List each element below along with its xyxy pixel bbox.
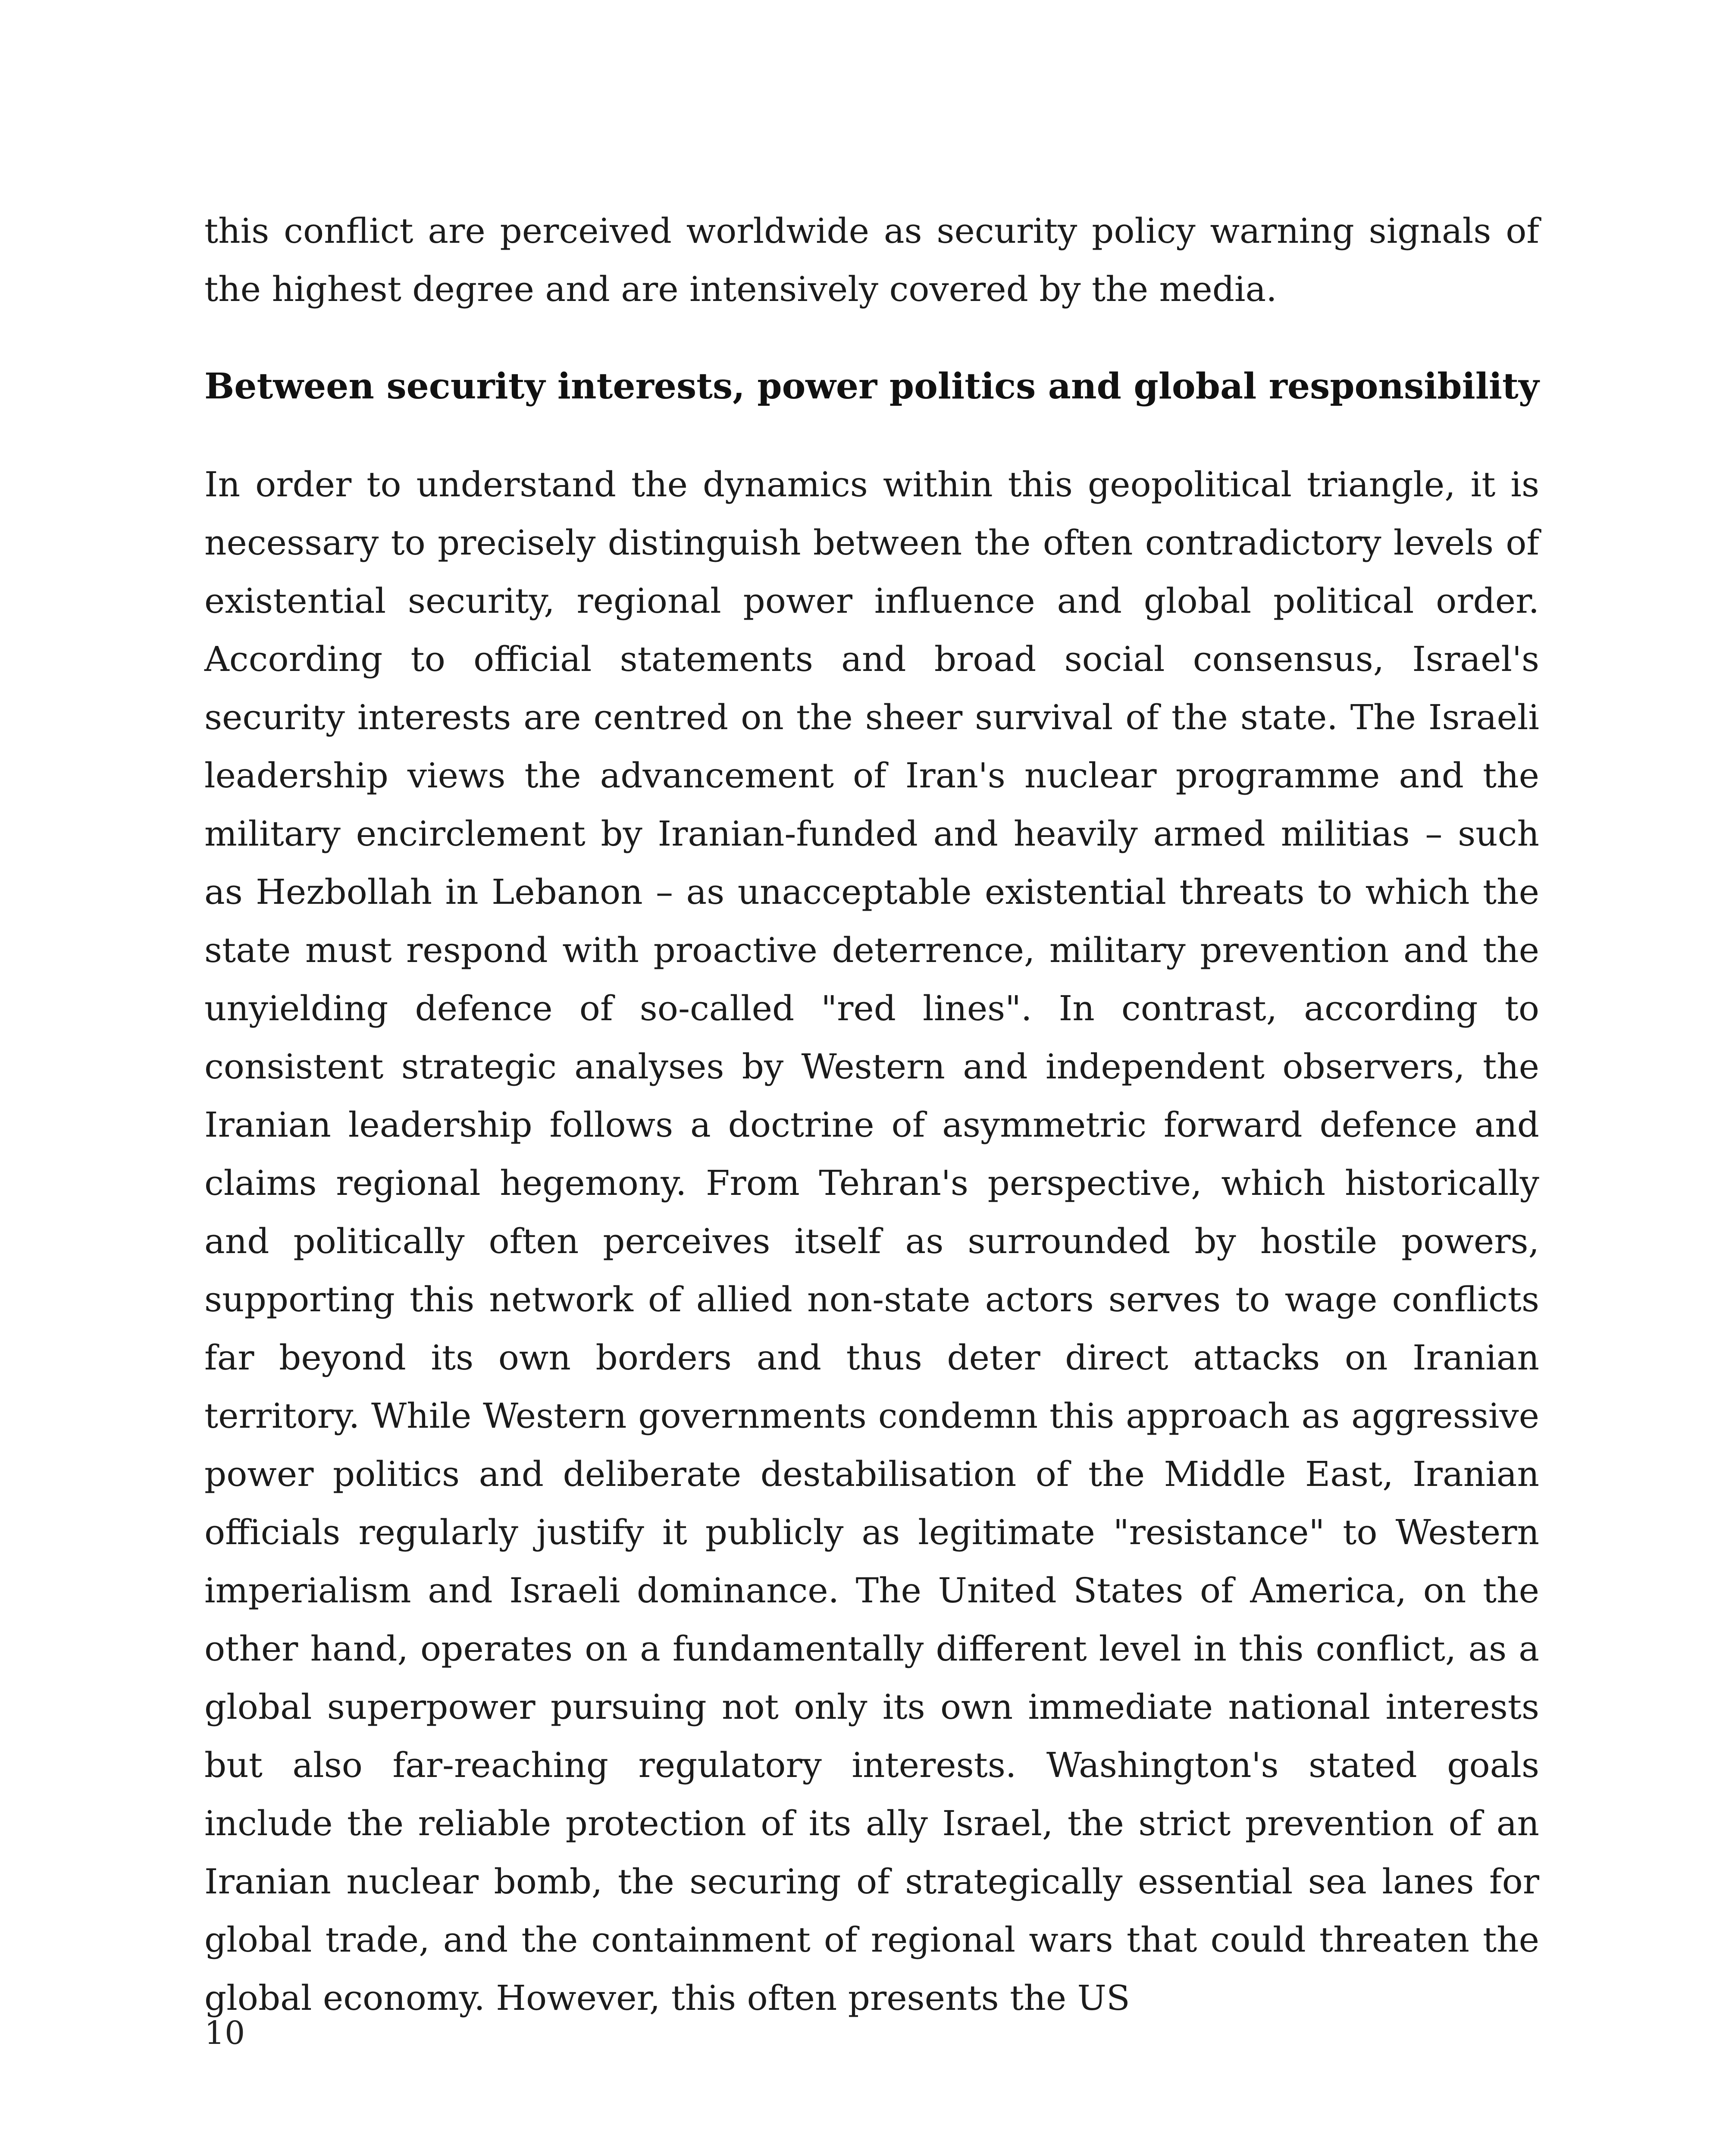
page-number: 10	[204, 2015, 245, 2052]
page-content	[204, 202, 1539, 2027]
body-paragraph: In order to understand the dynamics within this geopolitical triangle, it is necessary to precisely distinguish between the often contradictory levels of existential security, regional power influence and global political order. According to official statements and broad social consensus, Israel's security interests are centred on the sheer survival of the state. The Israeli leadership views the advancement of Iran's nuclear programme and the military encirclement by Iranian-funded and heavily armed militias – such as Hezbollah in Lebanon – as unacceptable existential threats to which the state must respond with proactive deterrence, military prevention and the unyielding defence of so-called "red lines". In contrast, according to consistent strategic analyses by Western and independent observers, the Iranian leadership follows a doctrine of asymmetric forward defence and claims regional hegemony. From Tehran's perspective, which historically and politically often perceives itself as surrounded by hostile powers, supporting this network of allied non-state actors serves to wage conflicts far beyond its own borders and thus deter direct attacks on Iranian territory. While Western governments condemn this approach as aggressive power politics and deliberate destabilisation of the Middle East, Iranian officials regularly justify it publicly as legitimate "resistance" to Western imperialism and Israeli dominance. The United States of America, on the other hand, operates on a fundamentally different level in this conflict, as a global superpower pursuing not only its own immediate national interests but also far-reaching regulatory interests. Washington's stated goals include the reliable protection of its ally Israel, the strict prevention of an Iranian nuclear bomb, the securing of strategically essential sea lanes for global trade, and the containment of regional wars that could threaten the global economy. However, this often presents the US	[204, 464, 1539, 2018]
section-heading: Between security interests, power politics and global responsibility	[204, 366, 1539, 407]
continued-paragraph: this conflict are perceived worldwide as security policy warning signals of the highest degree and are intensively covered by the media.	[204, 211, 1539, 309]
